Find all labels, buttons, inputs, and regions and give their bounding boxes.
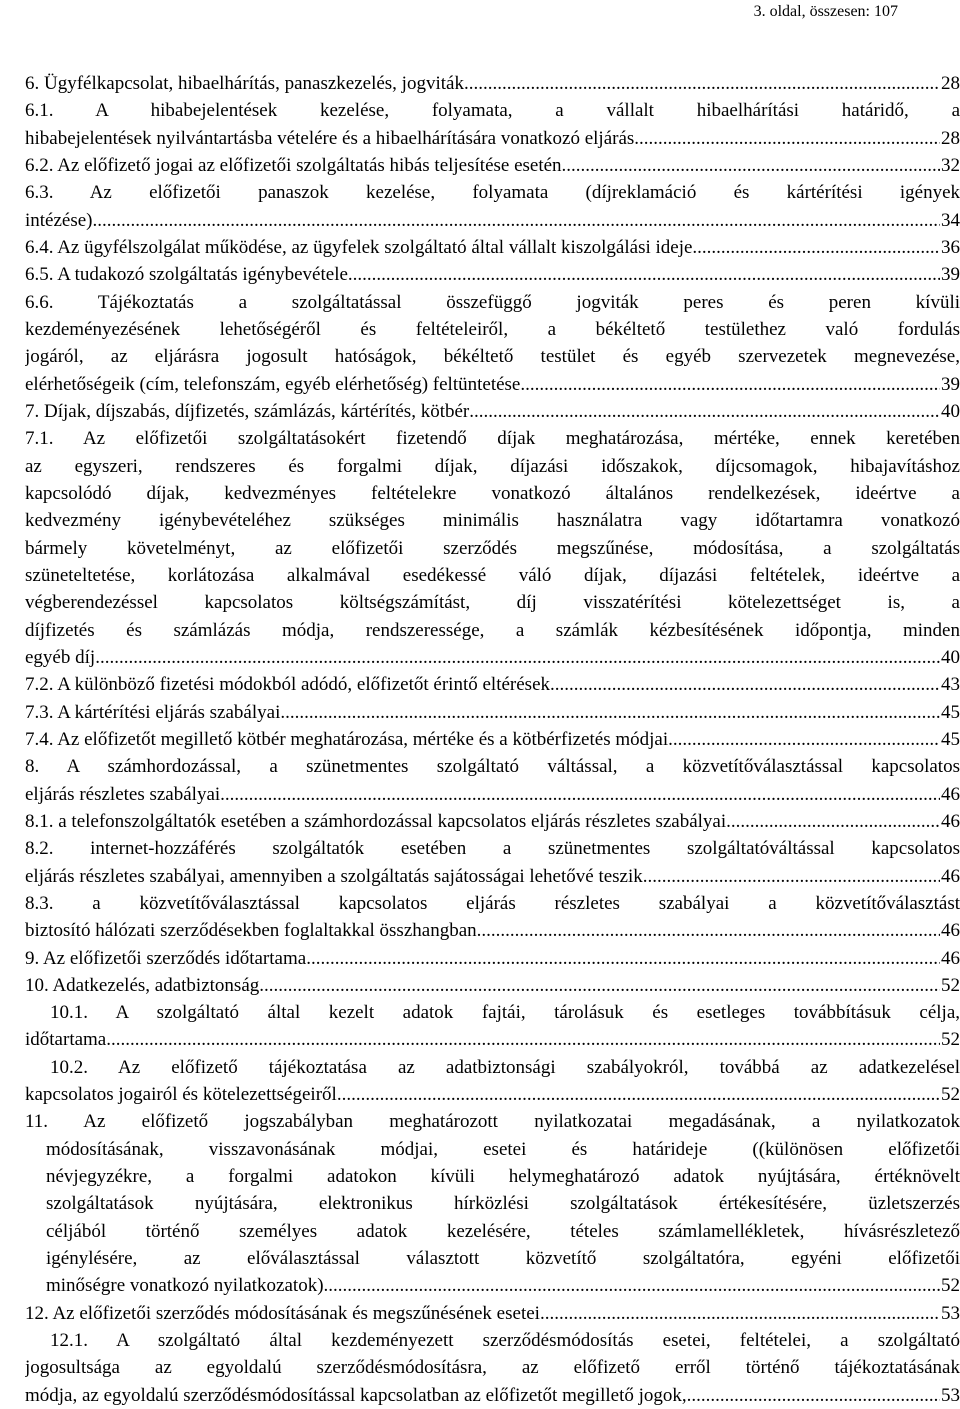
toc-entry-line: 6.1. A hibabejelentések kezelése, folyamata, a vállalt hibaelhárítási határidő, a — [25, 100, 960, 122]
toc-entry-line: módosításának, visszavonásának módjai, esetei és határideje ((különösen előfizetői — [46, 1138, 960, 1160]
toc-entry[interactable] — [25, 152, 960, 179]
toc-entry[interactable] — [25, 671, 960, 698]
toc-entry[interactable] — [25, 999, 960, 1054]
dot-leader — [464, 70, 940, 97]
dot-leader — [348, 261, 940, 288]
page-number-header: 3. oldal, összesen: 107 — [753, 3, 898, 20]
toc-entry[interactable] — [25, 425, 960, 671]
toc-entry-line: 8.3. a közvetítőválasztással kapcsolatos eljárás részletes szabályai a közvetítőválasztást — [25, 892, 960, 914]
toc-entry[interactable] — [25, 753, 960, 808]
dot-leader — [469, 398, 940, 425]
toc-entry-line: kezdeményezésének lehetőségéről és feltételeiről, a békéltető testülethez való fordulás — [25, 318, 960, 340]
toc-entry-title: eljárás részletes szabályai, amennyiben a szolgáltatás sajátosságai lehetővé teszik — [25, 865, 643, 887]
toc-entry-title: 6.4. Az ügyfélszolgálat működése, az ügyfelek szolgáltató által vállalt kiszolgálási ideje — [25, 236, 693, 258]
toc-entry-title: hibabejelentések nyilvántartásba vételére és a hibaelhárítására vonatkozó eljárás — [25, 127, 635, 149]
toc-page-number: 39 — [941, 373, 960, 395]
dot-leader — [306, 945, 940, 972]
toc-entry-line: igénylésére, az előválasztással választott közvetítő szolgáltatóra, egyéni előfizetői — [46, 1248, 960, 1270]
toc-entry[interactable] — [25, 972, 960, 999]
toc-entry-title: 9. Az előfizetői szerződés időtartama — [25, 947, 307, 969]
toc-entry-title: 6. Ügyfélkapcsolat, hibaelhárítás, panaszkezelés, jogviták — [25, 73, 464, 94]
toc-entry-line: szüneteltetése, korlátozása alkalmával esedékessé váló díjak, díjazási feltételek, ideértve a — [25, 564, 960, 586]
dot-leader — [324, 1272, 940, 1299]
toc-entry-line: jogáról, az eljárásra jogosult hatóságok, békéltető testület és egyéb szervezetek megnevezése, — [25, 346, 960, 368]
toc-entry-line: szolgáltatások nyújtására, elektronikus hírközlési szolgáltatások értékesítésére, üzletszerzés — [46, 1193, 960, 1215]
toc-entry-title: kapcsolatos jogairól és kötelezettségeiről — [25, 1084, 337, 1106]
toc-entry-line: kedvezmény igénybevételéhez szükséges minimális használatra vagy időtartamra vonatkozó — [25, 510, 960, 532]
toc-entry-line: jogosultsága az egyoldalú szerződésmódosításra, az előfizető erről történő tájékoztatásának — [25, 1357, 960, 1379]
dot-leader — [643, 863, 940, 890]
toc-entry[interactable] — [25, 808, 960, 835]
toc-entry-title: biztosító hálózati szerződésekben foglaltakkal összhangban — [25, 920, 477, 942]
toc-entry[interactable] — [25, 261, 960, 288]
toc-page-number: 53 — [941, 1384, 960, 1406]
toc-page-number: 52 — [941, 974, 960, 996]
toc-entry-title: 10. Adatkezelés, adatbiztonság — [25, 974, 260, 996]
toc-entry[interactable] — [25, 890, 960, 945]
toc-entry-title: elérhetőségeik (cím, telefonszám, egyéb elérhetőség) feltüntetése — [25, 373, 521, 395]
toc-entry-line: 12.1. A szolgáltató által kezdeményezett szerződésmódosítás esetei, feltételei, a szolgáltató — [50, 1330, 960, 1352]
dot-leader — [337, 1081, 940, 1108]
toc-entry-line: névjegyzékre, a forgalmi adatokon kívüli helymeghatározó adatok nyújtására, értéknövelt — [46, 1166, 960, 1188]
toc-entry-title: egyéb díj — [25, 646, 96, 668]
dot-leader — [562, 152, 940, 179]
toc-entry[interactable] — [25, 699, 960, 726]
toc-page-number: 46 — [941, 920, 960, 942]
toc-entry-title: 12. Az előfizetői szerződés módosításának és megszűnésének esetei — [25, 1302, 540, 1324]
toc-page-number: 40 — [941, 646, 960, 668]
toc-entry-title: 7.3. A kártérítési eljárás szabályai — [25, 701, 281, 723]
toc-entry-title: időtartama — [25, 1029, 107, 1051]
dot-leader — [280, 699, 940, 726]
toc-page-number: 53 — [941, 1302, 960, 1324]
toc-page-number: 36 — [941, 236, 960, 258]
toc-page-number: 45 — [941, 728, 960, 750]
toc-entry[interactable] — [25, 1327, 960, 1409]
toc-entry-title: 7.4. Az előfizetőt megillető kötbér meghatározása, mértéke és a kötbérfizetés módjai — [25, 728, 669, 750]
toc-entry-line: az egyszeri, rendszeres és forgalmi díjak, díjazási időszakok, díjcsomagok, hibajavításhoz — [25, 455, 960, 477]
dot-leader — [687, 1382, 940, 1409]
toc-page-number: 46 — [941, 783, 960, 805]
toc-entry-line: 8. A számhordozással, a szünetmentes szolgáltató váltással, a közvetítőválasztással kapcsolatos — [25, 756, 960, 778]
toc-page-number: 46 — [941, 865, 960, 887]
dot-leader — [477, 917, 940, 944]
toc-entry[interactable] — [25, 945, 960, 972]
dot-leader — [540, 1300, 940, 1327]
toc-entry[interactable] — [25, 179, 960, 234]
toc-page-number: 40 — [941, 400, 960, 422]
dot-leader — [106, 1026, 940, 1053]
toc-page-number: 28 — [941, 127, 960, 149]
toc-entry-line: 8.2. internet-hozzáférés szolgáltatók esetében a szünetmentes szolgáltatóváltással kapcsolatos — [25, 838, 960, 860]
toc-entry-title: 8.1. a telefonszolgáltatók esetében a számhordozással kapcsolatos eljárás részletes szabályai — [25, 810, 727, 832]
toc-entry[interactable] — [25, 97, 960, 152]
toc-entry-line: 6.3. Az előfizetői panaszok kezelése, folyamata (díjreklamáció és kártérítési igények — [25, 182, 960, 204]
toc-entry-title: 7. Díjak, díjszabás, díjfizetés, számlázás, kártérítés, kötbér — [25, 400, 470, 422]
toc-entry-title: minőségre vonatkozó nyilatkozatok) — [46, 1275, 324, 1297]
dot-leader — [259, 972, 940, 999]
toc-entry-line: 10.2. Az előfizető tájékoztatása az adatbiztonsági szabályokról, továbbá az adatkezelésel — [50, 1056, 960, 1078]
dot-leader — [692, 234, 940, 261]
toc-entry-title: intézése) — [25, 209, 93, 231]
dot-leader — [634, 125, 940, 152]
toc-page-number: 46 — [941, 947, 960, 969]
dot-leader — [95, 644, 940, 671]
toc-entry-line: 7.1. Az előfizetői szolgáltatásokért fizetendő díjak meghatározása, mértéke, ennek keretében — [25, 428, 960, 450]
toc-page-number: 52 — [941, 1029, 960, 1051]
toc-page-number: 45 — [941, 701, 960, 723]
toc-page-number: 39 — [941, 264, 960, 286]
toc-entry[interactable] — [25, 70, 960, 97]
toc-entry[interactable] — [25, 1300, 960, 1327]
toc-page-number: 34 — [941, 209, 960, 231]
toc-page-number: 43 — [941, 674, 960, 696]
toc-entry[interactable] — [25, 289, 960, 398]
toc-entry-line: bármely követelményt, az előfizetői szerződés megszűnése, módosítása, a szolgáltatás — [25, 537, 960, 559]
toc-entry[interactable] — [25, 835, 960, 890]
toc-entry[interactable] — [25, 1054, 960, 1109]
toc-entry-line: kapcsolódó díjak, kedvezményes feltételekre vonatkozó általános rendelkezések, ideértve a — [25, 482, 960, 504]
toc-entry-line: 11. Az előfizető jogszabályban meghatározott nyilatkozatai megadásának, a nyilatkozatok — [25, 1111, 960, 1133]
toc-entry-line: 10.1. A szolgáltató által kezelt adatok fajtái, tárolásuk és esetleges továbbításuk célja, — [50, 1002, 960, 1024]
dot-leader — [726, 808, 940, 835]
dot-leader — [550, 671, 940, 698]
toc-entry[interactable] — [25, 1108, 960, 1299]
toc-entry-line: céljából történő személyes adatok kezelésére, tételes számlamellékletek, hívásrészletező — [46, 1220, 960, 1242]
dot-leader — [93, 207, 940, 234]
dot-leader — [220, 781, 940, 808]
toc-page-number: 46 — [941, 810, 960, 832]
toc-entry[interactable] — [25, 726, 960, 753]
dot-leader — [520, 371, 940, 398]
toc-entry-title: 7.2. A különböző fizetési módokból adódó, előfizetőt érintő eltérések — [25, 674, 551, 696]
toc-entry-title: módja, az egyoldalú szerződésmódosítással kapcsolatban az előfizetőt megillető jogok, — [25, 1384, 687, 1406]
toc-page-number: 32 — [941, 154, 960, 176]
toc-entry-title: 6.5. A tudakozó szolgáltatás igénybevétele — [25, 264, 348, 286]
toc-entry-title: 6.2. Az előfizető jogai az előfizetői szolgáltatás hibás teljesítése esetén — [25, 154, 562, 176]
toc-page-number: 52 — [941, 1275, 960, 1297]
toc-entry-title: eljárás részletes szabályai — [25, 783, 221, 805]
toc-page-number: 52 — [941, 1084, 960, 1106]
toc-entry[interactable] — [25, 234, 960, 261]
toc-entry[interactable] — [25, 398, 960, 425]
toc-page-number: 28 — [941, 73, 960, 94]
toc-entry-line: díjfizetés és számlázás módja, rendszeressége, a számlák kézbesítésének időpontja, minden — [25, 619, 960, 641]
toc-entry-line: 6.6. Tájékoztatás a szolgáltatással összefüggő jogviták peres és peren kívüli — [25, 291, 960, 313]
table-of-contents — [25, 70, 960, 1409]
toc-entry-line: végberendezéssel kapcsolatos költségszámítást, díj visszatérítési kötelezettséget is, a — [25, 592, 960, 614]
dot-leader — [668, 726, 940, 753]
